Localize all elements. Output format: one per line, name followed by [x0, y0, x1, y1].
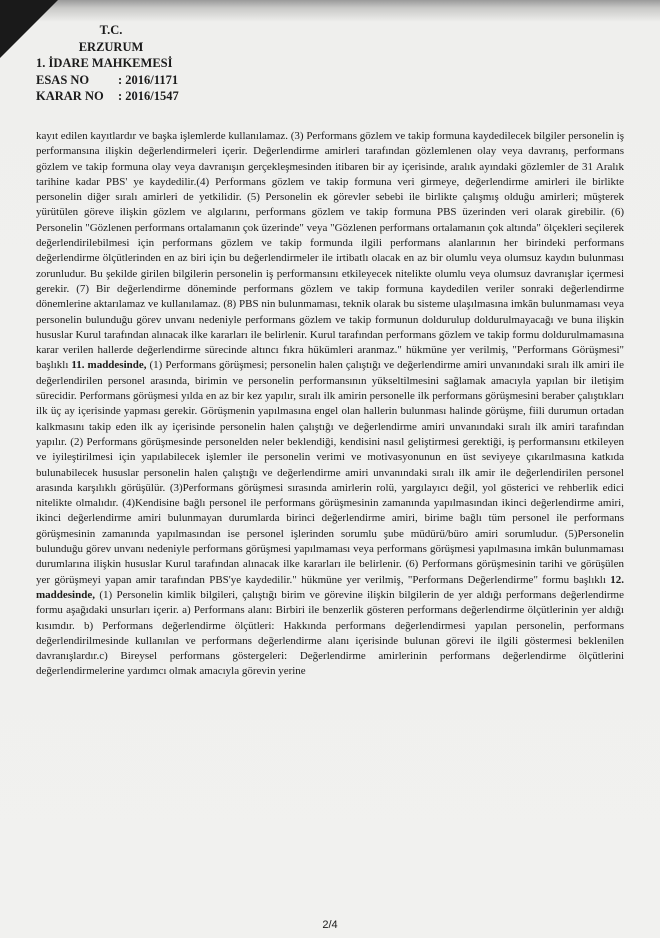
header-court: 1. İDARE MAHKEMESİ — [36, 56, 173, 70]
body-text-3: (1) Personelin kimlik bilgileri, çalıştığı birim ve görevine ilişkin bilgilerin de yer aldığı performans değerlendirme formu aşağıdaki unsurları içerir. a) Performans alanı: Birbiri ile benzerlik gösteren performans değerlendirme ölçütlerinin yer aldığı kısımdır. b) Performans değerlendirme ölçütleri: Hakkında performans değerlendirmesi yapılan personelin, performans değerlendirilmesinde kullanılan ve performans değerlendirme alanı içerisinde bulunan görevi ile ilgili göstermesi beklenilen davranışlardır.c) Bireysel performans göstergeleri: Değerlendirme amirlerinin performans değerlendirme ölçütlerini değerlendirmelerine yardımcı olmak amacıyla görevin yerine — [36, 588, 624, 678]
court-header — [36, 22, 236, 105]
header-karar-row — [36, 88, 236, 105]
esas-label: ESAS NO — [36, 72, 90, 87]
karar-label: KARAR NO — [36, 89, 104, 103]
body-text-1: kayıt edilen kayıtlardır ve başka işlemlerde kullanılamaz. (3) Performans gözlem ve takip formuna kaydedilecek bilgiler personelin iş performansına ilişkin değerlendirmeleri içerir. Değerlendirme amirleri tarafından gözlemlenen olay veya davranış, performans gözlem ve takip formuna olay veya davranışın gerçekleşmesinden itibaren bir ay içerisinde, aralık ayındaki gözlemler de 31 Aralık tarihine kadar PBS' ye kaydedilir.(4) Performans gözlem ve takip formuna veri girmeye, değerlendirme amirleri ile birlikte personelin diğer sıralı amirleri de yetkilidir. (5) Personelin ek görevler sebebi ile birlikte çalışmış olduğu amirleri; müşterek yürütülen göreve ilişkin gözlem ve algılarını, performans gözlem ve takip formuna PBS üzerinden veri olarak girebilir. (6) Personelin "Gözlenen performans ortalamanın çok üzerinde" veya "Gözlenen performans ortalamanın çok altında" ölçekleri seçilerek değerlendirilebilmesi için performans gözlem ve takip formunda ilgili performans alanlarının her birindeki performans değerlendirme ölçütlerinden en az biri için bu değerlendirmeler ile irtibatlı olacak en az bir olumlu veya olumsuz kaydın bulunması zorunludur. Bu şekilde girilen bilgilerin personelin iş performansını etkileyecek nitelikte olumlu veya olumsuz davranışlar içermesi gerekir. (7) Bir değerlendirme döneminde performans gözlem ve takip formuna kaydedilen veriler sonraki değerlendirme dönemlerine aktarılamaz ve kullanılamaz. (8) PBS nin bulunmaması, teknik olarak bu sisteme ulaşılmasına imkân bulunmaması veya personelin bulunduğu görev unvanı nedeniyle performans gözlem ve takip formunun doldurulup doldurulmayacağı ve buna ilişkin hususlar Kurul tarafından alınacak ilke kararları ile belirlenir. Kurul tarafından performans gözlem ve takip formu doldurulmamasına karar verilen hallerde değerlendirme sürecinde altıncı fıkra hükümleri aranmaz." hükmüne yer verilmiş, "Performans Görüşmesi" başlıklı — [36, 130, 624, 372]
esas-value: : 2016/1171 — [118, 72, 179, 87]
document-body — [36, 129, 624, 680]
body-paragraph — [36, 129, 624, 680]
page-number: 2/4 — [322, 919, 338, 931]
article-11-heading: 11. maddesinde, — [71, 359, 147, 372]
karar-value: : 2016/1547 — [118, 89, 179, 103]
body-text-2: (1) Performans görüşmesi; personelin halen çalıştığı ve değerlendirme amiri unvanındaki sıralı ilk amiri ile değerlendirilen personel arasında, birimin ve personelin performansının yükseltilmesini sağlamak amacıyla yapılan bir iletişim sürecidir. Performans görüşmesi yılda en az bir kez yapılır, sıralı ilk amirin personelle ilk performans görüşmesini beraber çalıştıkları ilk üç ay içerisinde yapması gerekir. Görüşmenin yapılmasına engel olan hallerin bulunması halinde görüşme, fiili durumun ortadan kalkmasını takip eden ilk ay içerisinde personelin halen çalıştığı ve değerlendirme amiri unvanındaki sıralı ilk amiri tarafından yapılır. (2) Performans görüşmesinde personelden neler beklendiği, kendisini nasıl geliştirmesi gerektiği, iş performansını etkileyen ve iyileştirilmesi için yapılabilecek işlemler ile personelin verimi ve motivasyonunun en üst seviyeye çıkarılmasına katkıda bulunabilecek hususlar personelin halen çalıştığı ve değerlendirme amiri unvanındaki sıralı ilk amir ile değerlendirilen personel arasında karşılıklı görüşülür. (3)Performans görüşmesi sırasında amirlerin rolü, yargılayıcı değil, yol gösterici ve rehberlik edici nitelikte olmalıdır. (4)Kendisine bağlı personel ile performans görüşmesinin zamanında yapılmasından ikinci değerlendirme amiri, ikinci değerlendirme amiri bulunmayan durumlarda birinci değerlendirme amiri, birime bağlı tüm personel ile performans görüşmesinin zamanında yapılmasından ise personel işlerinden sorumlu şube müdürü/büro amiri sorumludur. (5)Personelin bulunduğu görev unvanı nedeniyle performans görüşmesi yapılmaması veya performans görüşmesi yapılmasına imkân bulunmaması durumlarına ilişkin hususlar Kurul tarafından alınacak ilke kararları ile belirlenir. (6) Performans görüşmesinin tarihi ve görüşülen yer görüşmeyi yapan amir tarafından PBS'ye kaydedilir." hükmüne yer verilmiş, "Performans Değerlendirme" formu başlıklı — [36, 359, 624, 586]
header-tc: T.C. — [99, 23, 123, 37]
header-city: ERZURUM — [78, 39, 144, 54]
header-esas-row — [36, 72, 236, 89]
article-12-heading: 12. maddesinde, — [36, 573, 624, 601]
